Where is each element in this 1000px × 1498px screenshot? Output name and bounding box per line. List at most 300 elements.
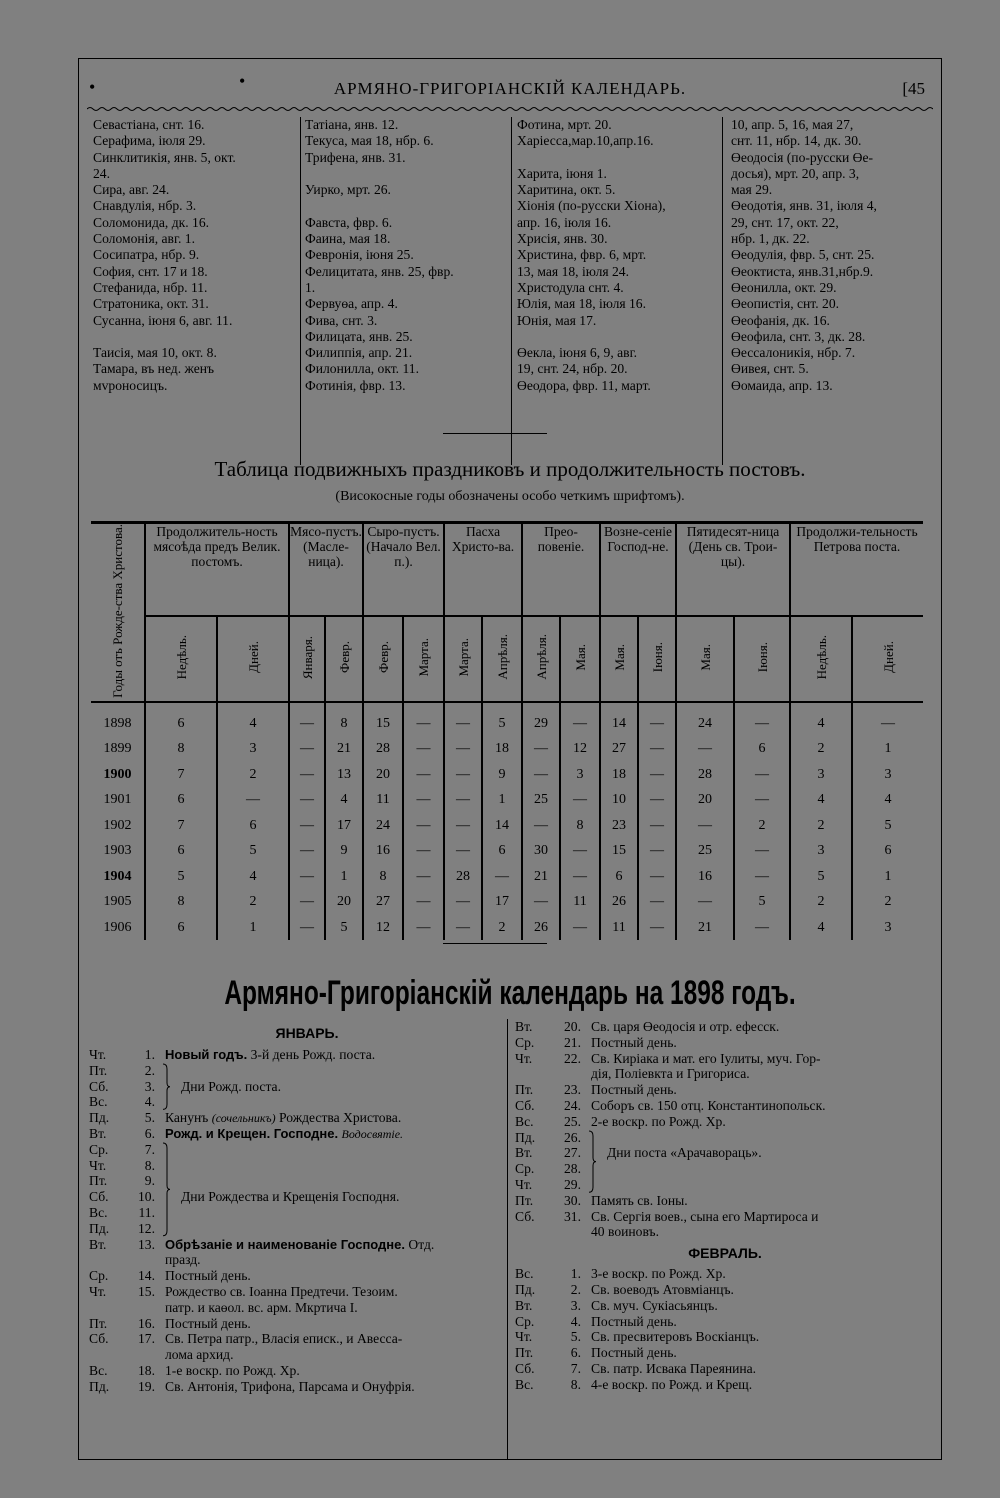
day-number: 2. (144, 1062, 155, 1078)
table-cell: 21 (676, 915, 734, 941)
name-entry: Юлія, мая 18, іюля 16. (517, 296, 647, 312)
table-cell: 5 (790, 864, 852, 890)
day-event: лома архид. (165, 1347, 234, 1363)
col-easter: Пасха Христо-ва. (444, 523, 522, 616)
calendar-day (515, 1098, 935, 1114)
day-number: 14. (138, 1268, 155, 1284)
table-cell: 2 (482, 915, 522, 941)
day-number: 15. (138, 1283, 155, 1299)
day-number: 1. (570, 1266, 581, 1282)
calendar-day (515, 1019, 935, 1035)
day-number: 12. (138, 1220, 155, 1236)
table-cell: — (560, 711, 600, 737)
table-cell: — (734, 787, 790, 813)
calendar-day (515, 1035, 935, 1051)
table-cell: — (403, 864, 444, 890)
subcol-header: Дней. (217, 616, 289, 702)
table-cell: 3 (790, 838, 852, 864)
subcol-header: Апрѣля. (482, 616, 522, 702)
weekday: Ср. (89, 1268, 109, 1284)
name-entry: Февронія, іюня 25. (305, 247, 414, 263)
day-number: 6. (144, 1125, 155, 1141)
table-cell: — (560, 915, 600, 941)
day-event: Дни поста «Арачавораць». (607, 1145, 762, 1161)
calendar-day (515, 1114, 935, 1130)
table-cell: 7 (145, 762, 217, 788)
table-cell: 2 (852, 889, 923, 915)
brace (587, 1130, 597, 1193)
name-entry: Сира, авг. 24. (93, 182, 170, 198)
column-rule (300, 117, 301, 465)
day-event: Постный день. (165, 1315, 251, 1331)
year-cell: 1906 (103, 919, 132, 935)
table-cell: 6 (145, 915, 217, 941)
table-cell: 6 (145, 838, 217, 864)
subcol-header: Мая. (676, 616, 734, 702)
name-entry (517, 329, 727, 345)
table-cell: 23 (600, 813, 638, 839)
name-entry: Стратоника, окт. 31. (93, 296, 209, 312)
weekday: Вс. (89, 1204, 108, 1220)
name-entry: Өекла, іюня 6, 9, авг. (517, 345, 638, 361)
weekday: Ср. (515, 1313, 535, 1329)
name-entry: 10, апр. 5, 16, мая 27, (731, 117, 854, 132)
calendar-day (89, 1221, 505, 1237)
name-entry: Өомаида, апр. 13. (731, 377, 833, 393)
page-header (79, 71, 941, 101)
table-cell: — (638, 711, 676, 737)
day-number: 11. (138, 1204, 155, 1220)
table-cell: — (444, 736, 482, 762)
table-cell: 15 (600, 838, 638, 864)
year-cell: 1901 (103, 792, 132, 808)
table-row (91, 736, 923, 762)
day-event: Св. Сергія воев., сына его Мартироса и (591, 1208, 819, 1224)
weekday: Сб. (89, 1331, 109, 1347)
table-cell: — (289, 813, 325, 839)
calendar-day (515, 1345, 935, 1361)
table-cell: — (217, 787, 289, 813)
year-cell: 1903 (103, 843, 132, 859)
day-event: Св. царя Өеодосія и отр. ефесск. (591, 1019, 780, 1034)
day-event: 1-е воскр. по Рожд. Хр. (165, 1362, 300, 1378)
weekday: Вс. (515, 1376, 534, 1392)
day-event: 3-е воскр. по Рожд. Хр. (591, 1266, 726, 1282)
wavy-rule (87, 105, 933, 113)
subcol-header: Марта. (444, 616, 482, 702)
name-entry: 24. (93, 165, 110, 181)
name-entry: Сусанна, іюня 6, авг. 11. (93, 312, 233, 328)
calendar-day (89, 1284, 505, 1300)
subcol-header: Февр. (325, 616, 363, 702)
name-entry: Христина, фвр. 6, мрт. (517, 247, 647, 263)
calendar-day (89, 1316, 505, 1332)
weekday: Чт. (89, 1283, 107, 1299)
name-entry: 29, снт. 17, окт. 22, (731, 214, 839, 230)
calendar-day (515, 1161, 935, 1177)
table-cell: 21 (522, 864, 560, 890)
col-meatfare: Продолжитель-ность мясоѣда предъ Велик. постомъ. (145, 523, 289, 616)
name-entry: Өеопистія, снт. 20. (731, 296, 840, 312)
calendar-title: Армяно-Григоріанскій календарь на 1898 годъ. (224, 974, 796, 1012)
name-entry: Татіана, янв. 12. (305, 117, 399, 132)
subcol-header: Января. (289, 616, 325, 702)
brace (161, 1142, 171, 1237)
table-cell: 11 (600, 915, 638, 941)
day-event: Дни Рожд. поста. (181, 1078, 281, 1094)
weekday: Чт. (89, 1157, 107, 1173)
table-cell: 1 (482, 787, 522, 813)
weekday: Сб. (89, 1189, 109, 1205)
table-cell: — (638, 864, 676, 890)
subcol-header: Февр. (363, 616, 403, 702)
subcol-header: Іюня. (638, 616, 676, 702)
day-number: 8. (570, 1376, 581, 1392)
name-entry: Харита, іюня 1. (517, 165, 607, 181)
name-entry (93, 329, 303, 345)
calendar-day (89, 1347, 505, 1363)
weekday: Пт. (515, 1192, 534, 1208)
day-number: 18. (138, 1362, 155, 1378)
year-cell: 1905 (103, 894, 132, 910)
name-entry: Соломонія, авг. 1. (93, 231, 195, 247)
table-cell: — (638, 889, 676, 915)
day-event: Св. муч. Сукіасьянцъ. (591, 1297, 718, 1313)
name-entry: Өеодора, фвр. 11, март. (517, 377, 651, 393)
table-cell: 4 (790, 787, 852, 813)
day-number: 2. (570, 1281, 581, 1297)
section-divider (443, 943, 547, 944)
table-cell: 26 (600, 889, 638, 915)
names-column-3 (517, 117, 727, 462)
table-cell: — (734, 915, 790, 941)
name-entry: Синклитикія, янв. 5, окт. (93, 149, 236, 165)
calendar-day (89, 1300, 505, 1316)
calendar-day (515, 1282, 935, 1298)
table-cell: — (560, 787, 600, 813)
name-entry: Хіонія (по-русски Хіона), (517, 198, 666, 214)
table-cell: 24 (676, 711, 734, 737)
table-row (91, 838, 923, 864)
col-transfig: Прео-повеніе. (522, 523, 600, 616)
calendar-day (89, 1173, 505, 1189)
weekday: Чт. (89, 1047, 107, 1062)
name-entry: Стефанида, нбр. 11. (93, 279, 208, 295)
name-entry: Филицата, янв. 25. (305, 328, 413, 344)
weekday: Вс. (89, 1094, 108, 1110)
weekday: Вт. (89, 1236, 107, 1252)
name-entry: 19, снт. 24, нбр. 20. (517, 361, 628, 377)
subcol-header: Мая. (600, 616, 638, 702)
day-number: 21. (564, 1034, 581, 1050)
table-cell: — (734, 762, 790, 788)
day-number: 7. (570, 1360, 581, 1376)
day-number: 3. (144, 1078, 155, 1094)
table-cell: — (734, 838, 790, 864)
table-cell: 12 (560, 736, 600, 762)
table-cell: 25 (676, 838, 734, 864)
table-cell: 2 (217, 889, 289, 915)
table-cell: 1 (852, 736, 923, 762)
weekday: Пд. (515, 1281, 536, 1297)
table-cell: 11 (560, 889, 600, 915)
movable-feasts-table (91, 521, 923, 940)
table-cell: 5 (852, 813, 923, 839)
table-cell: — (444, 711, 482, 737)
table-cell: 3 (560, 762, 600, 788)
table-cell: — (734, 864, 790, 890)
table-cell: 8 (363, 864, 403, 890)
table-cell: — (482, 864, 522, 890)
day-number: 10. (138, 1189, 155, 1205)
name-entry: Өессалоникія, нбр. 7. (731, 345, 856, 361)
calendar-day (89, 1268, 505, 1284)
name-entry: Соломонида, дк. 16. (93, 214, 210, 230)
table-cell: 6 (482, 838, 522, 864)
name-entry: Юнія, мая 17. (517, 312, 597, 328)
weekday: Сб. (89, 1078, 109, 1094)
day-number: 3. (570, 1297, 581, 1313)
table-cell: 20 (676, 787, 734, 813)
table-cell: 16 (363, 838, 403, 864)
table-cell: 8 (145, 736, 217, 762)
table-cell: — (638, 736, 676, 762)
table-cell: — (403, 762, 444, 788)
month-january: ЯНВАРЬ. (275, 1025, 339, 1041)
table-cell: — (289, 736, 325, 762)
names-column-2 (305, 117, 515, 462)
table-cell: 3 (217, 736, 289, 762)
names-index (87, 117, 933, 467)
table-cell: — (676, 889, 734, 915)
weekday: Вс. (515, 1266, 534, 1282)
table-cell: 18 (482, 736, 522, 762)
name-entry: Севастіана, снт. 16. (93, 117, 205, 132)
day-number: 30. (564, 1192, 581, 1208)
calendar-day (515, 1298, 935, 1314)
col-cheesefare: Сыро-пустъ. (Начало Вел. п.). (363, 523, 444, 616)
table-cell: — (444, 813, 482, 839)
table-cell: 26 (522, 915, 560, 941)
table-cell: 6 (734, 736, 790, 762)
subcol-header: Марта. (403, 616, 444, 702)
table-cell: 20 (363, 762, 403, 788)
table-cell: 4 (217, 711, 289, 737)
calendar-day (515, 1082, 935, 1098)
name-entry: нбр. 1, дк. 22. (731, 231, 810, 247)
name-entry (305, 166, 515, 182)
table-cell: 4 (790, 915, 852, 941)
day-event: Канунъ (сочельникъ) Рождества Христова. (165, 1110, 402, 1126)
table-cell: 6 (145, 711, 217, 737)
name-entry: Серафима, іюля 29. (93, 133, 206, 149)
day-number: 19. (138, 1378, 155, 1394)
subcol-header: Іюня. (734, 616, 790, 702)
day-event: Постный день. (591, 1345, 677, 1361)
weekday: Чт. (515, 1050, 533, 1066)
table-cell: — (522, 889, 560, 915)
table-cell: 28 (676, 762, 734, 788)
table-cell: — (734, 711, 790, 737)
running-title: АРМЯНО-ГРИГОРІАНСКІЙ КАЛЕНДАРЬ. (333, 79, 687, 98)
day-number: 5. (144, 1110, 155, 1126)
day-number: 29. (564, 1176, 581, 1192)
day-event: Память св. Іоны. (591, 1192, 688, 1208)
name-entry: Өеофила, снт. 3, дк. 28. (731, 328, 866, 344)
table-cell: 2 (217, 762, 289, 788)
weekday: Вт. (515, 1297, 533, 1313)
day-number: 9. (144, 1173, 155, 1189)
day-event: 40 воиновъ. (591, 1224, 659, 1240)
table-cell: 13 (325, 762, 363, 788)
table-cell: — (403, 813, 444, 839)
name-entry: Уирко, мрт. 26. (305, 182, 391, 198)
day-event: Рождество св. Іоанна Предтечи. Тезоим. (165, 1283, 398, 1299)
weekday: Пд. (515, 1129, 536, 1145)
name-entry: Өеодулія, фвр. 5, снт. 25. (731, 247, 875, 263)
col-pentecost: Пятидесят-ница (День св. Трои-цы). (676, 523, 790, 616)
calendar-day (89, 1110, 505, 1126)
calendar-day (89, 1079, 505, 1095)
ink-dot: • (89, 77, 96, 97)
table-cell: 14 (482, 813, 522, 839)
weekday: Пт. (515, 1345, 534, 1361)
day-number: 13. (138, 1236, 155, 1252)
name-entry: апр. 16, іюля 16. (517, 214, 612, 230)
table-cell: — (676, 736, 734, 762)
day-event: празд. (165, 1252, 201, 1268)
name-entry: Хрисія, янв. 30. (517, 231, 608, 247)
table-cell: 9 (325, 838, 363, 864)
day-event: Обрѣзаніе и наименованіе Господне. Отд. (165, 1236, 435, 1252)
year-cell: 1898 (103, 715, 132, 731)
section-divider (443, 433, 547, 434)
day-number: 26. (564, 1129, 581, 1145)
table-cell: 7 (145, 813, 217, 839)
day-event: патр. и каөол. вс. арм. Мкртича I. (165, 1299, 358, 1315)
table-cell: 8 (560, 813, 600, 839)
name-entry: Трифена, янв. 31. (305, 149, 406, 165)
weekday: Ср. (89, 1141, 109, 1157)
name-entry: Харіесса,мар.10,апр.16. (517, 133, 654, 149)
table-cell: 8 (145, 889, 217, 915)
table-cell: — (444, 787, 482, 813)
table-cell: — (289, 762, 325, 788)
table-cell: — (638, 838, 676, 864)
name-entry: 13, мая 18, іюля 24. (517, 263, 629, 279)
table-cell: 2 (790, 889, 852, 915)
table-cell: — (289, 711, 325, 737)
table-row (91, 787, 923, 813)
table-cell: — (403, 787, 444, 813)
table-cell: 3 (852, 915, 923, 941)
weekday: Вс. (89, 1362, 108, 1378)
calendar-day (515, 1177, 935, 1193)
weekday: Чт. (515, 1329, 533, 1345)
year-cell: 1904 (103, 868, 132, 884)
brace (161, 1063, 171, 1110)
name-entry: Снавдулія, нбр. 3. (93, 198, 197, 214)
day-number: 27. (564, 1145, 581, 1161)
calendar-page (78, 58, 942, 1460)
calendar-day (89, 1142, 505, 1158)
day-number: 17. (138, 1331, 155, 1347)
table-cell: — (676, 813, 734, 839)
table-cell: — (560, 838, 600, 864)
weekday: Вс. (515, 1113, 534, 1129)
table-cell: 1 (325, 864, 363, 890)
calendar-day (89, 1189, 505, 1205)
table-cell: — (403, 736, 444, 762)
year-cell: 1900 (103, 766, 132, 782)
weekday: Ср. (515, 1161, 535, 1177)
table-cell: 6 (852, 838, 923, 864)
table-row (91, 915, 923, 941)
name-entry: Өеодотія, янв. 31, іюля 4, (731, 198, 877, 214)
calendar-day (89, 1094, 505, 1110)
calendar-day (89, 1047, 505, 1063)
calendar-day (515, 1329, 935, 1345)
calendar-day (89, 1252, 505, 1268)
table-row (91, 813, 923, 839)
day-event: 4-е воскр. по Рожд. и Крещ. (591, 1376, 753, 1392)
calendar-day (89, 1363, 505, 1379)
weekday: Пд. (89, 1378, 110, 1394)
year-cell: 1899 (103, 741, 132, 757)
day-number: 4. (144, 1094, 155, 1110)
table-cell: 6 (600, 864, 638, 890)
calendar-day (515, 1224, 935, 1240)
name-entry: Филонилла, окт. 11. (305, 361, 419, 377)
table-cell: 24 (363, 813, 403, 839)
day-number: 6. (570, 1345, 581, 1361)
weekday: Пт. (89, 1173, 108, 1189)
name-entry (305, 198, 515, 214)
table-cell: — (522, 762, 560, 788)
calendar-day (515, 1266, 935, 1282)
weekday: Сб. (515, 1208, 535, 1224)
calendar-day (89, 1205, 505, 1221)
name-entry: Текуса, мая 18, нбр. 6. (305, 133, 434, 149)
table-cell: 3 (790, 762, 852, 788)
name-entry: снт. 11, нбр. 14, дк. 30. (731, 133, 862, 149)
year-cell: 1902 (103, 817, 132, 833)
name-entry: Фотинія, фвр. 13. (305, 377, 406, 393)
day-event: Новый годъ. 3-й день Рожд. поста. (165, 1047, 376, 1062)
name-entry: Таисія, мая 10, окт. 8. (93, 345, 217, 361)
column-rule (507, 1019, 508, 1459)
table-cell: 5 (325, 915, 363, 941)
day-event: Постный день. (165, 1268, 251, 1284)
table-cell: — (289, 915, 325, 941)
subcol-header: Недѣль. (790, 616, 852, 702)
table-cell: 4 (790, 711, 852, 737)
name-entry: Христодула снт. 4. (517, 279, 624, 295)
table-cell: — (403, 711, 444, 737)
day-event: Дни Рождества и Крещенія Господня. (181, 1189, 400, 1205)
name-entry: Өеофанія, дк. 16. (731, 312, 830, 328)
table-cell: 18 (600, 762, 638, 788)
table-cell: — (522, 736, 560, 762)
day-event: дія, Поліевкта и Григориса. (591, 1066, 750, 1082)
table-cell: — (444, 889, 482, 915)
table-cell: 2 (790, 736, 852, 762)
day-number: 1. (144, 1047, 155, 1062)
table-cell: — (638, 762, 676, 788)
month-february: ФЕВРАЛЬ. (688, 1245, 762, 1262)
table-title: Таблица подвижныхъ праздниковъ и продолжительность постовъ. (214, 457, 806, 481)
name-entry: Өеонилла, окт. 29. (731, 279, 837, 295)
